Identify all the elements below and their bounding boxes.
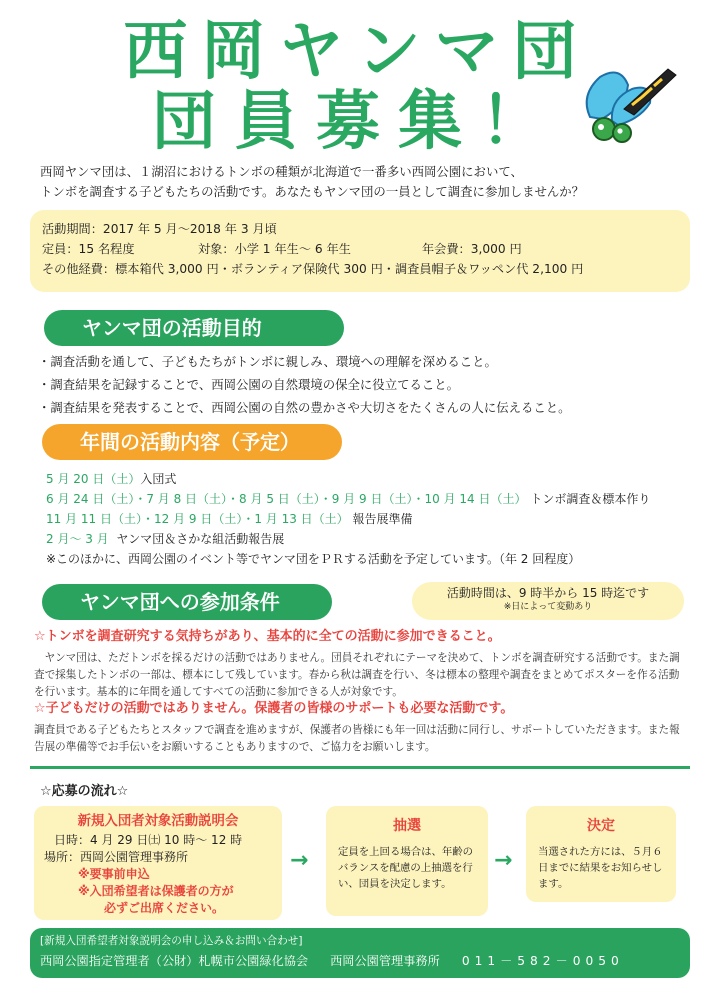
schedule-date: 2 月～ 3 月 — [46, 532, 109, 546]
info-target: 対象：小学 1 年生～ 6 年生 — [198, 242, 351, 256]
schedule-activity: トンボ調査＆標本作り — [530, 492, 651, 506]
purpose-bullet: ・調査結果を記録することで、西岡公園の自然環境の保全に役立てること。 — [38, 377, 460, 392]
contact-line — [40, 950, 680, 972]
condition-highlight-2: ☆子どもだけの活動ではありません。保護者の皆様のサポートも必要な活動です。 — [34, 701, 514, 716]
info-row-capacity — [42, 239, 678, 259]
briefing-requirement: ※要事前申込 — [78, 867, 150, 881]
purpose-bullet: ・調査結果を発表することで、西岡公園の自然の豊かさや大切さをたくさんの人に伝えること。 — [38, 400, 571, 415]
schedule-item — [46, 490, 650, 508]
info-other: その他経費：標本箱代 3,000 円・ボランティア保険代 300 円・調査員帽子＆ワッペン代 2,100 円 — [42, 262, 584, 276]
info-period: 活動期間：2017 年 5 月～2018 年 3 月頃 — [42, 222, 277, 236]
briefing-place: 場所：西岡公園管理事務所 — [44, 850, 189, 864]
intro-line2: トンボを調査する子どもたちの活動です。あなたもヤンマ団の一員として調査に参加しませんか？ — [40, 184, 585, 199]
annual-heading: 年間の活動内容（予定） — [42, 424, 342, 460]
purpose-heading: ヤンマ団の活動目的 — [44, 310, 344, 346]
schedule-activity: 報告展準備 — [352, 512, 413, 526]
page-title-line1: 西岡ヤンマ団 — [123, 15, 591, 89]
schedule-item — [46, 530, 284, 548]
schedule-note: ※このほかに、西岡公園のイベント等でヤンマ団をＰＲする活動を予定しています。（年 2 回程度） — [46, 552, 581, 566]
arrow-right-icon: → — [290, 848, 309, 873]
info-box — [30, 210, 690, 292]
briefing-datetime: 日時：4 月 29 日㈯ 10 時～ 12 時 — [54, 833, 243, 847]
page-title-line2: 団員募集！ — [152, 85, 562, 159]
activity-time-main: 活動時間は、9 時半から 15 時迄です — [446, 586, 650, 600]
contact-office: 西岡公園管理事務所 — [330, 954, 440, 968]
briefing-title: 新規入団者対象活動説明会 — [77, 814, 239, 829]
schedule-item — [46, 470, 176, 488]
info-capacity: 定員：15 名程度 — [42, 242, 135, 256]
condition-paragraph-1: ヤンマ団は、ただトンボを採るだけの活動ではありません。団員それぞれにテーマを決めて、トンボを調査研究する活動です。また調査で採集したトンボの一部は、標本にして残しています。春から秋は調査を行い、冬は標本の整理や調査をまとめてポスターを作る活動を行います。基本的に年間を通してすべての活動に参加できる人が対象です。 — [34, 652, 680, 698]
intro-line1: 西岡ヤンマ団は、１湖沼におけるトンボの種類が北海道で一番多い西岡公園において、 — [40, 164, 523, 179]
schedule-date: 5 月 20 日（土） — [46, 472, 141, 486]
lottery-body: 定員を上回る場合は、年齢のバランスを配慮の上抽選を行い、団員を決定します。 — [338, 846, 474, 890]
schedule-activity: ヤンマ団＆さかな組活動報告展 — [116, 532, 285, 546]
flow-step-lottery — [326, 806, 488, 916]
briefing-requirement: ※入団希望者は保護者の方が — [78, 884, 234, 898]
activity-time-sub: ※日によって変動あり — [503, 602, 593, 612]
arrow-right-icon: → — [494, 848, 513, 873]
contact-bar — [30, 928, 690, 978]
section-divider — [30, 766, 690, 769]
info-fee: 年会費：3,000 円 — [422, 242, 522, 256]
schedule-date: 6 月 24 日（土）・7 月 8 日（土）・8 月 5 日（土）・9 月 9 日（土）・10 月 14 日（土） — [46, 492, 527, 506]
schedule-item — [46, 510, 413, 528]
schedule-activity: 入団式 — [140, 472, 177, 486]
flow-title: ☆応募の流れ☆ — [40, 784, 129, 799]
condition-paragraph-2: 調査員である子どもたちとスタッフで調査を進めますが、保護者の皆様にも年一回は活動に同行し、サポートしていただきます。また報告展の準備等でお手伝いをお願いすることもありますので、ご協力をお願いします。 — [34, 724, 680, 753]
lottery-title: 抽選 — [393, 818, 421, 834]
schedule-date: 11 月 11 日（土）・12 月 9 日（土）・1 月 13 日（土） — [46, 512, 349, 526]
decision-title: 決定 — [587, 818, 615, 834]
contact-phone: 011－582－0050 — [461, 954, 624, 968]
condition-highlight-1: ☆トンボを調査研究する気持ちがあり、基本的に全ての活動に参加できること。 — [34, 629, 501, 644]
contact-title: [新規入団希望者対象説明会の申し込み＆お問い合わせ] — [40, 935, 303, 947]
purpose-bullet: ・調査活動を通して、子どもたちがトンボに親しみ、環境への理解を深めること。 — [38, 354, 497, 369]
contact-org: 西岡公園指定管理者（公財）札幌市公園緑化協会 — [40, 954, 309, 968]
decision-body: 当選された方には、５月６日までに結果をお知らせします。 — [538, 846, 663, 890]
flow-step-briefing — [34, 806, 282, 920]
activity-time-bubble — [412, 582, 684, 620]
flow-step-decision — [526, 806, 676, 902]
dragonfly-icon — [570, 55, 690, 145]
briefing-requirement: 必ずご出席ください。 — [104, 901, 225, 915]
conditions-heading: ヤンマ団への参加条件 — [42, 584, 332, 620]
